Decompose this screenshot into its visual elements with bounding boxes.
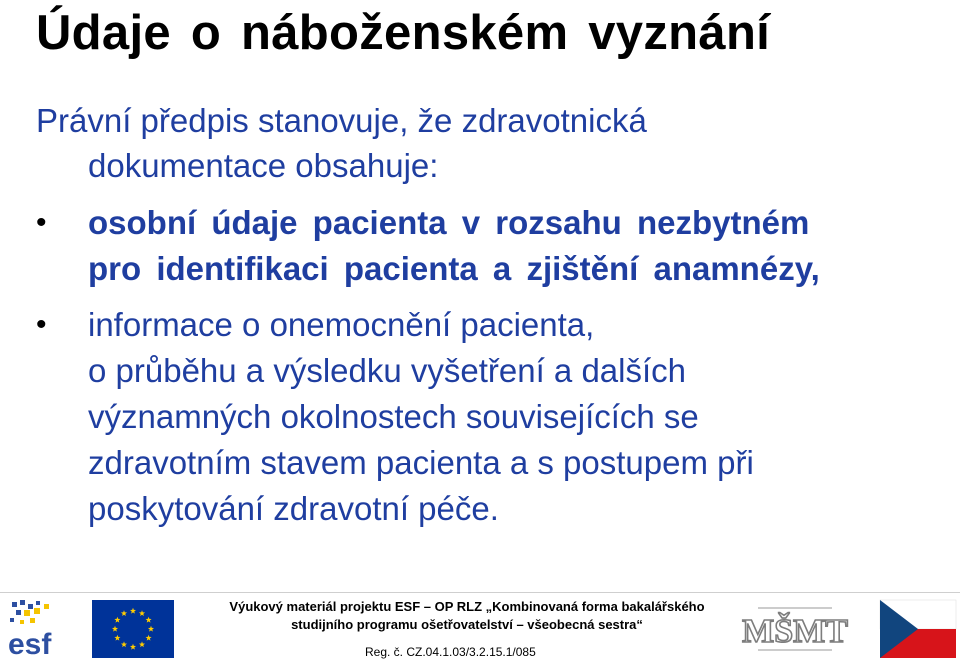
footer-divider	[0, 592, 960, 593]
bullet-line: pro identifikaci pacienta a zjištění anamnézy,	[88, 250, 820, 287]
footer-line: Výukový materiál projektu ESF – OP RLZ „Kombinovaná forma bakalářského	[229, 599, 705, 614]
svg-text:esf: esf	[8, 628, 52, 661]
bullet-icon: •	[36, 308, 47, 341]
footer-registration: Reg. č. CZ.04.1.03/3.2.15.1/085	[365, 645, 536, 659]
eu-flag-icon	[92, 600, 174, 658]
bullet-line: zdravotním stavem pacienta a s postupem při	[88, 444, 754, 481]
msmt-logo-icon	[742, 600, 848, 658]
bullet-text	[88, 200, 948, 292]
intro-paragraph	[36, 98, 936, 188]
intro-line: Právní předpis stanovuje, že zdravotnická	[36, 102, 647, 139]
bullet-icon: •	[36, 206, 47, 239]
svg-text:MŠMT: MŠMT	[742, 613, 848, 650]
intro-line: dokumentace obsahuje:	[88, 147, 439, 184]
footer-line: studijního programu ošetřovatelství – všeobecná sestra“	[291, 617, 643, 632]
footer-project-text	[182, 598, 752, 634]
slide-title: Údaje o náboženském vyznání	[36, 6, 771, 60]
bullet-line: o průběhu a výsledku vyšetření a dalších	[88, 352, 687, 389]
bullet-text	[88, 302, 948, 532]
bullet-line: významných okolnostech souvisejících se	[88, 398, 699, 435]
bullet-line: informace o onemocnění pacienta,	[88, 306, 595, 343]
czech-flag-icon	[880, 600, 956, 658]
bullet-line: poskytování zdravotní péče.	[88, 490, 499, 527]
bullet-line: osobní údaje pacienta v rozsahu nezbytném	[88, 204, 810, 241]
esf-logo-icon	[6, 598, 86, 661]
